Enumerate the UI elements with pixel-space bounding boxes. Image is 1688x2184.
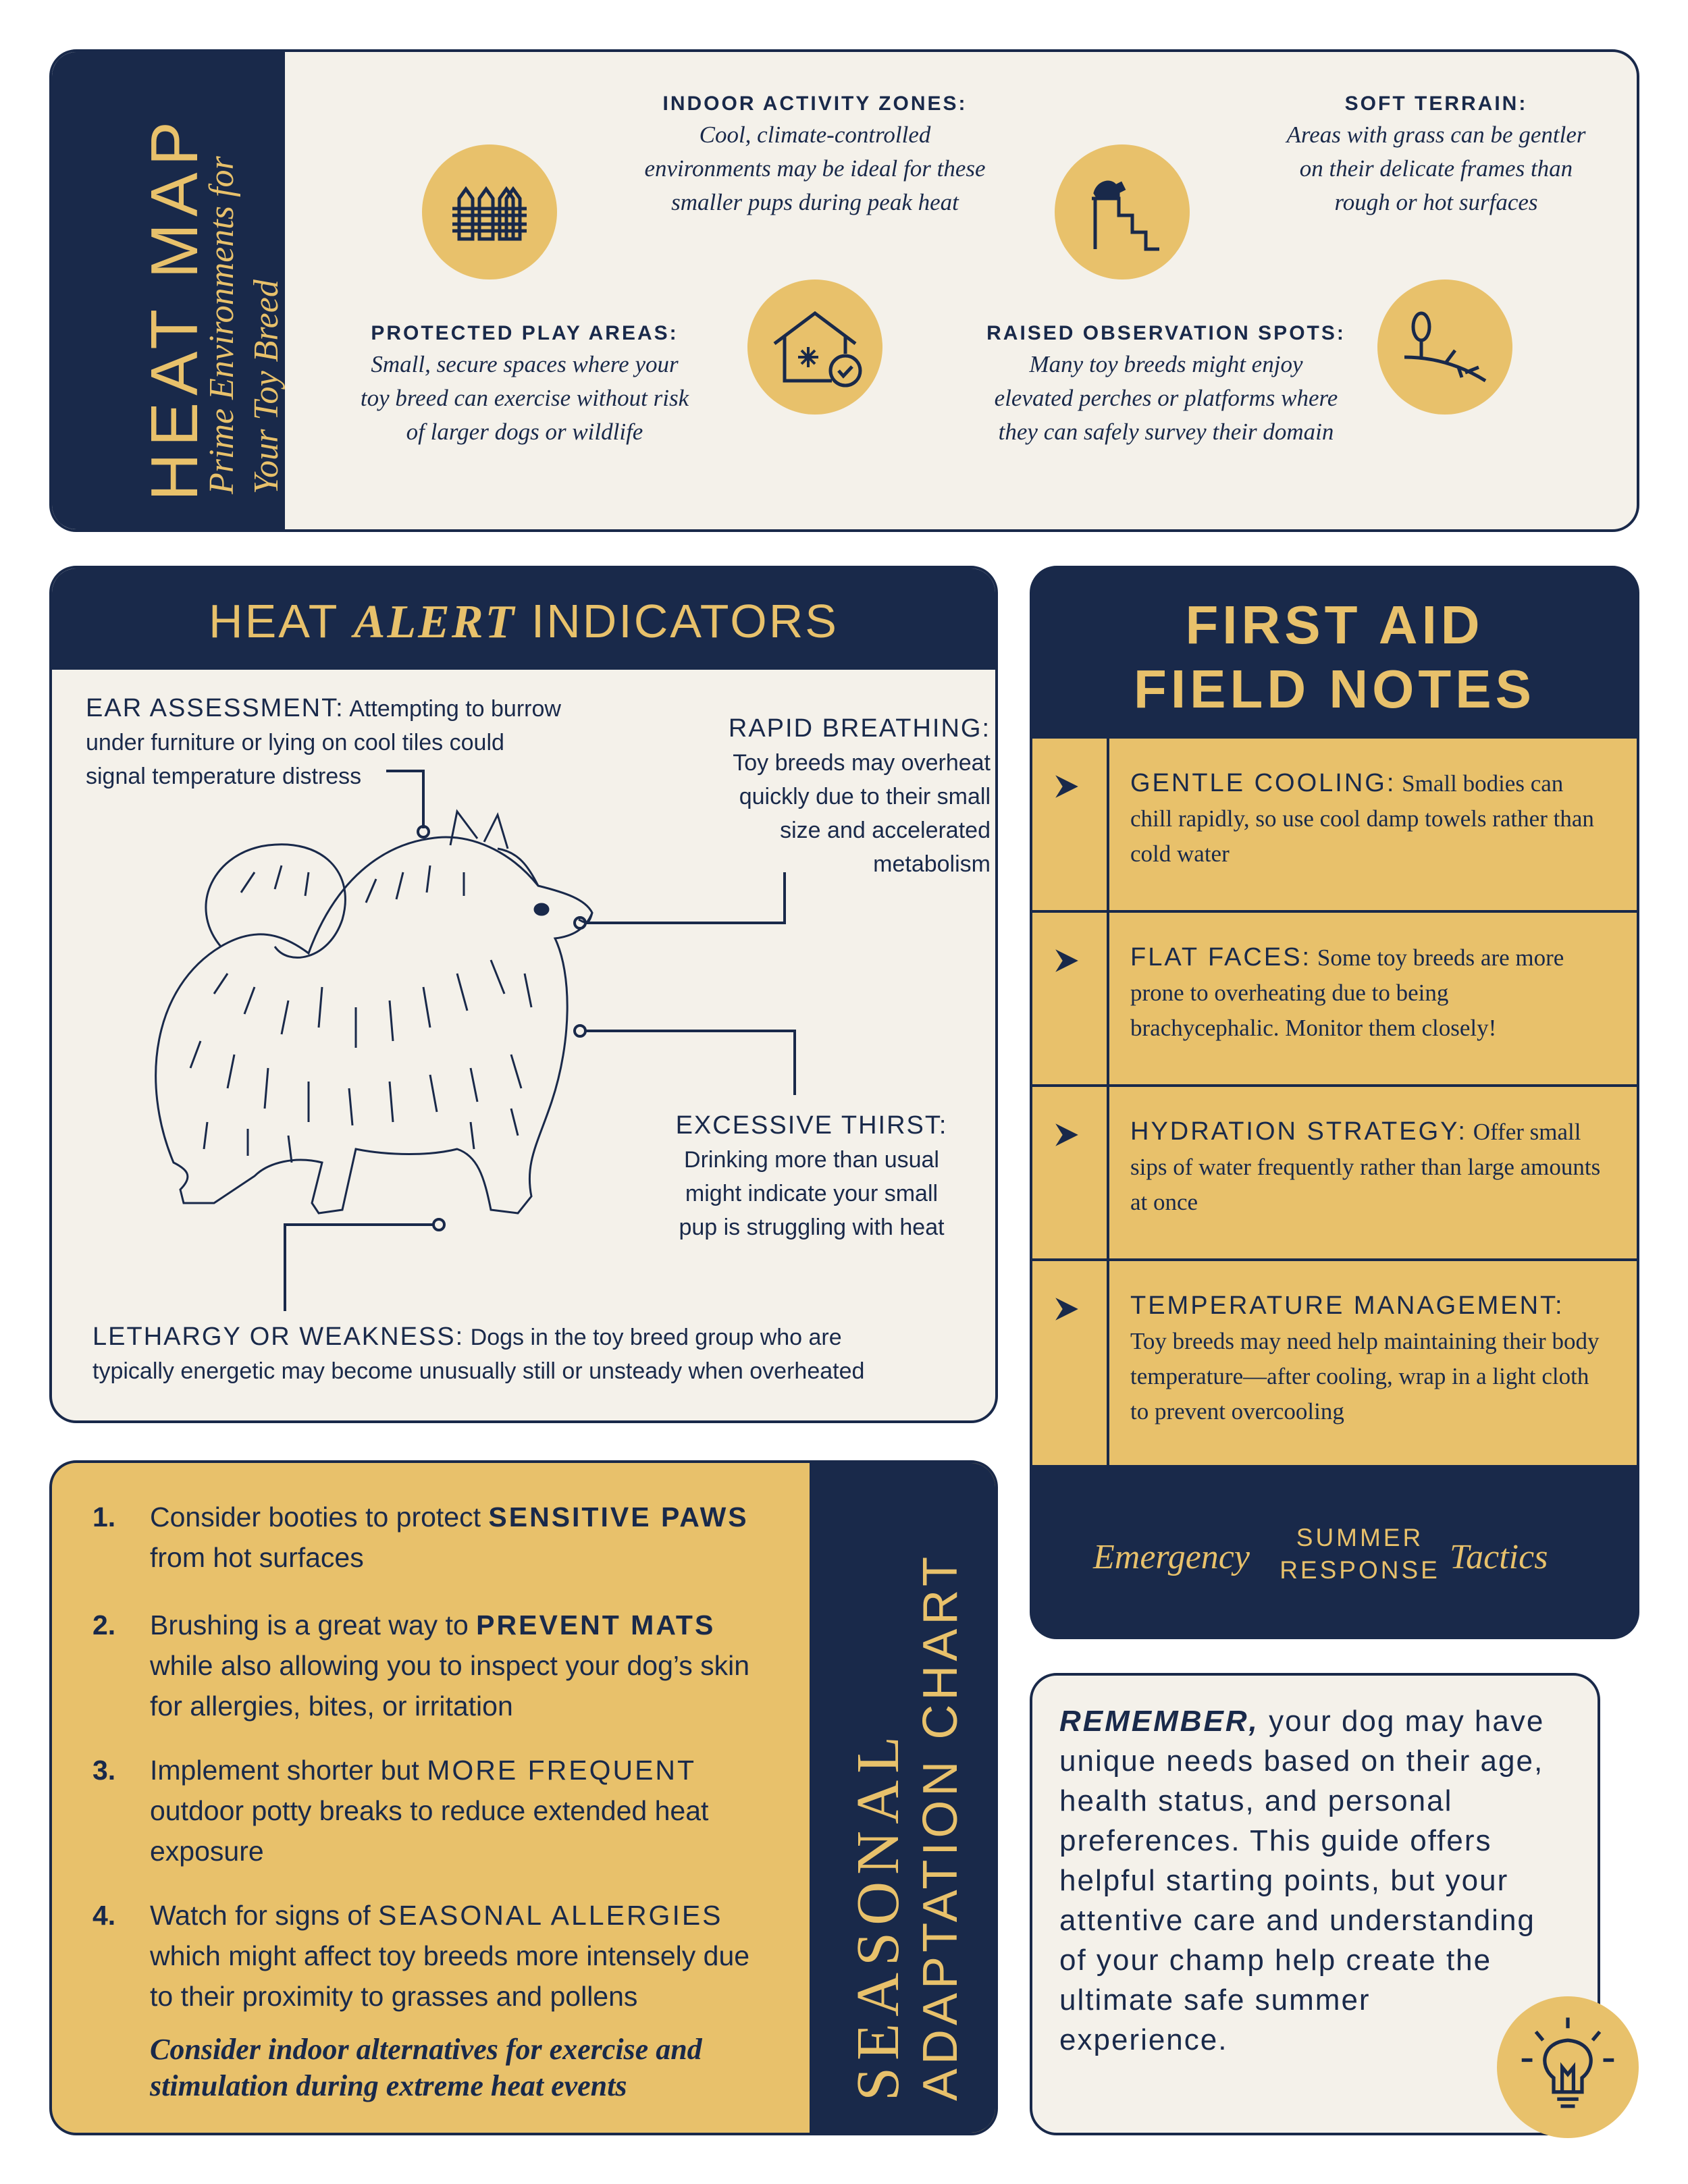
footer-summer: SUMMER (1296, 1524, 1424, 1551)
first-aid-card (1030, 566, 1639, 1639)
indoor-activity-desc-1: Cool, climate-controlled (699, 122, 931, 148)
gentle-cooling-label: GENTLE COOLING: (1130, 769, 1396, 797)
first-aid-footer (1032, 1473, 1637, 1635)
gentle-cooling-text: Small bodies can chill rapidly, so use cool damp towels rather than cold water (1130, 770, 1594, 867)
seasonal-title-2: ADAPTATION CHART (914, 1552, 968, 2101)
heat-map-title: HEAT MAP (137, 115, 211, 501)
item-text: Watch for signs of (150, 1900, 378, 1931)
soft-terrain-label: SOFT TERRAIN: (1344, 92, 1528, 115)
ear-assessment-desc-2: under furniture or lying on cool tiles could (86, 730, 504, 755)
row-divider (1107, 1087, 1109, 1258)
remember-text (1059, 1701, 1546, 2060)
excessive-thirst-desc-1: Drinking more than usual (684, 1147, 939, 1173)
remember-body: your dog may have unique needs based on their age, health status, and personal preferences. This guide offers helpful starting points, but your attentive care and understanding of your champ help create the ultimate safe summer experience. (1059, 1705, 1545, 2056)
footer-response: RESPONSE (1280, 1556, 1440, 1584)
heat-alert-title-pre: HEAT (209, 595, 339, 647)
row-divider (1107, 1261, 1109, 1465)
seasonal-closing-1: Consider indoor alternatives for exercise and (150, 2033, 702, 2066)
first-aid-row-flat-faces (1032, 910, 1637, 1084)
protected-play-desc-3: of larger dogs or wildlife (406, 419, 643, 445)
protected-play-areas (322, 322, 727, 449)
item-text: Implement shorter but (150, 1755, 427, 1786)
arrow-right-icon (1053, 1295, 1081, 1323)
temperature-text: Toy breeds may need help maintaining their body temperature—after cooling, wrap in a light cloth to prevent overcooling (1130, 1328, 1600, 1424)
footer-tactics: Tactics (1450, 1538, 1548, 1576)
pomeranian-illustration (52, 568, 998, 1423)
excessive-thirst-desc-2: might indicate your small (685, 1181, 939, 1206)
first-aid-row-text (1130, 1114, 1603, 1220)
raised-observation-desc-1: Many toy breeds might enjoy (1029, 351, 1303, 377)
seasonal-item-num: 4. (93, 1900, 116, 1931)
lethargy-label: LETHARGY OR WEAKNESS: (93, 1323, 465, 1351)
indoor-activity-label: INDOOR ACTIVITY ZONES: (662, 92, 968, 115)
heat-map-subtitle-1: Prime Environments for (203, 156, 241, 494)
tree-branch-icon (1377, 279, 1512, 415)
first-aid-title-1: FIRST AID (1185, 595, 1484, 655)
climate-house-icon (747, 279, 882, 415)
rapid-breathing-desc-4: metabolism (873, 851, 991, 877)
first-aid-title-2: FIELD NOTES (1134, 659, 1535, 719)
indoor-activity-zones (612, 92, 1018, 219)
seasonal-closing (150, 2031, 758, 2104)
hydration-label: HYDRATION STRATEGY: (1130, 1117, 1467, 1146)
soft-terrain-desc-1: Areas with grass can be gentler (1286, 122, 1586, 148)
first-aid-header (1032, 568, 1637, 737)
soft-terrain-desc-3: rough or hot surfaces (1334, 189, 1538, 215)
excessive-thirst-desc-3: pup is struggling with heat (679, 1215, 945, 1240)
arrow-right-icon (1053, 772, 1081, 801)
item-text: Consider booties to protect (150, 1501, 489, 1533)
ear-assessment-label: EAR ASSESSMENT: (86, 694, 344, 722)
row-divider (1107, 739, 1109, 910)
flat-faces-text: Some toy breeds are more prone to overheating due to being brachycephalic. Monitor them closely! (1130, 944, 1564, 1041)
heat-map-sidebar (52, 52, 285, 529)
seasonal-item-num: 2. (93, 1609, 116, 1641)
item-text: from hot surfaces (150, 1542, 364, 1573)
flat-faces-label: FLAT FACES: (1130, 943, 1312, 971)
heat-alert-title-em: ALERT (353, 596, 517, 648)
rapid-breathing-desc-2: quickly due to their small (739, 784, 991, 809)
ear-assessment-desc-1: Attempting to burrow (349, 696, 561, 722)
footer-emergency: Emergency (1093, 1538, 1250, 1576)
first-aid-row-hydration (1032, 1084, 1637, 1258)
first-aid-row-text (1130, 940, 1603, 1046)
dog-on-stairs-icon (1055, 144, 1190, 279)
arrow-right-icon (1053, 947, 1081, 975)
seasonal-card (49, 1460, 998, 2135)
ear-assessment-desc-3: signal temperature distress (86, 764, 362, 789)
seasonal-item-num: 1. (93, 1501, 116, 1533)
rapid-breathing-label: RAPID BREATHING: (728, 714, 991, 743)
item-text: which might affect toy breeds more intensely due to their proximity to grasses and pollens (150, 1940, 750, 2012)
item-text: Brushing is a great way to (150, 1609, 477, 1641)
seasonal-item-num: 3. (93, 1755, 116, 1786)
heat-alert-title-post: INDICATORS (531, 595, 839, 647)
indoor-activity-desc-3: smaller pups during peak heat (671, 189, 959, 215)
protected-play-label: PROTECTED PLAY AREAS: (371, 322, 679, 344)
rapid-breathing-desc-3: size and accelerated (780, 818, 991, 843)
item-emphasis: PREVENT MATS (476, 1609, 716, 1641)
row-divider (1107, 913, 1109, 1084)
raised-observation-desc-2: elevated perches or platforms where (994, 385, 1338, 411)
item-caps: MORE FREQUENT (427, 1755, 697, 1786)
heat-map-subtitle-2: Your Toy Breed (247, 279, 286, 494)
lethargy-desc-1: Dogs in the toy breed group who are (470, 1325, 842, 1350)
raised-observation-desc-3: they can safely survey their domain (998, 419, 1334, 445)
lightbulb-icon (1497, 1996, 1639, 2138)
seasonal-closing-2: stimulation during extreme heat events (150, 2069, 627, 2102)
item-caps: SEASONAL ALLERGIES (378, 1900, 723, 1931)
rapid-breathing-desc-1: Toy breeds may overheat (733, 750, 991, 776)
protected-play-desc-2: toy breed can exercise without risk (360, 385, 689, 411)
hydration-text: Offer small sips of water frequently rather than large amounts at once (1130, 1119, 1601, 1215)
item-text: outdoor potty breaks to reduce extended heat exposure (150, 1795, 709, 1867)
heat-map-card (49, 49, 1639, 532)
raised-observation-label: RAISED OBSERVATION SPOTS: (986, 322, 1346, 344)
first-aid-row-text (1130, 1288, 1603, 1429)
fence-icon (422, 144, 557, 279)
heat-alert-card (49, 566, 998, 1423)
soft-terrain-desc-2: on their delicate frames than (1299, 155, 1573, 182)
seasonal-title-1: SEASONAL (845, 1729, 912, 2101)
indoor-activity-desc-2: environments may be ideal for these (644, 155, 986, 182)
item-text: while also allowing you to inspect your dog’s skin for allergies, bites, or irritation (150, 1650, 750, 1722)
first-aid-row-gentle-cooling (1032, 736, 1637, 910)
lethargy-desc-2: typically energetic may become unusually still or unsteady when overheated (93, 1358, 865, 1384)
raised-observation-spots (950, 322, 1382, 449)
first-aid-row-text (1130, 766, 1603, 872)
protected-play-desc-1: Small, secure spaces where your (371, 351, 679, 377)
first-aid-row-temperature (1032, 1258, 1637, 1468)
seasonal-sidebar (810, 1463, 995, 2133)
arrow-right-icon (1053, 1121, 1081, 1149)
temperature-label: TEMPERATURE MANAGEMENT: (1130, 1291, 1564, 1320)
soft-terrain (1247, 92, 1625, 219)
item-emphasis: SENSITIVE PAWS (488, 1501, 749, 1533)
excessive-thirst-label: EXCESSIVE THIRST: (675, 1111, 948, 1140)
remember-emphasis: REMEMBER, (1059, 1705, 1259, 1738)
